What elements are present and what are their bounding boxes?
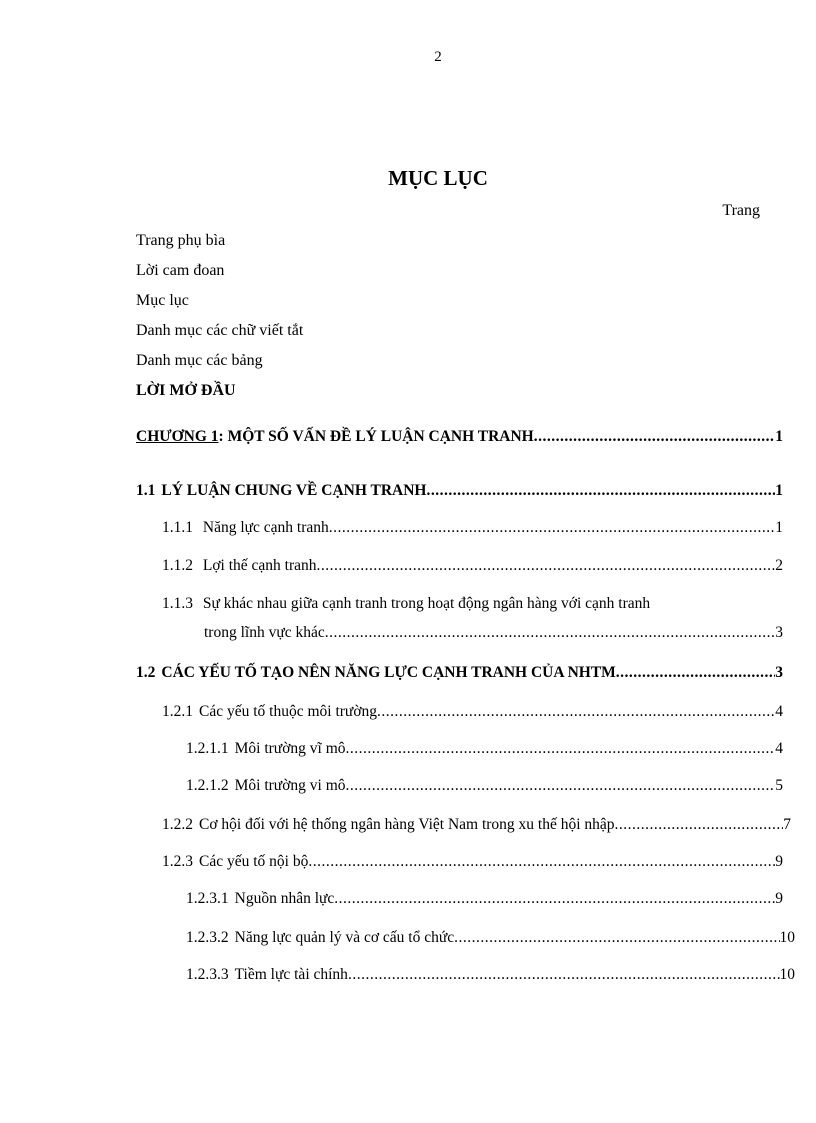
- toc-entry-1-1-3-line1[interactable]: [162, 595, 650, 613]
- toc-page-number: 1: [775, 428, 783, 445]
- toc-entry-1-2-3[interactable]: [162, 853, 783, 871]
- toc-entry-number: 1.2.3.3: [186, 966, 229, 983]
- toc-entry-title: Tiềm lực tài chính: [234, 966, 348, 983]
- front-matter-item: Mục lục: [136, 292, 189, 309]
- dot-leader: [329, 519, 775, 537]
- toc-page-number: 7: [783, 816, 791, 833]
- toc-entry-1-2-3-3[interactable]: [186, 966, 795, 984]
- dot-leader: [308, 853, 775, 871]
- toc-entry-title: Cơ hội đối với hệ thống ngân hàng Việt Nam trong xu thế hội nhập: [199, 816, 615, 833]
- toc-entry-number: 1.1.1: [162, 519, 193, 536]
- toc-entry-title: Môi trường vi mô: [234, 777, 346, 794]
- toc-page-number: 3: [775, 624, 783, 641]
- toc-entry-1-1[interactable]: [136, 482, 783, 500]
- dot-leader: [377, 703, 775, 721]
- toc-page-number: 4: [775, 740, 783, 757]
- toc-entry-number: 1.2.1.1: [186, 740, 229, 757]
- dot-leader: [616, 664, 775, 682]
- toc-entry-title: Nguồn nhân lực: [234, 890, 335, 907]
- page-column-header: Trang: [722, 202, 760, 219]
- front-matter-item: Trang phụ bìa: [136, 232, 226, 249]
- toc-entry-title: Lợi thế cạnh tranh: [199, 557, 317, 574]
- chapter-number: CHƯƠNG 1: [136, 428, 219, 445]
- front-matter-item: Danh mục các bảng: [136, 352, 263, 369]
- introduction-heading: LỜI MỞ ĐẦU: [136, 382, 236, 399]
- toc-entry-1-2-1-2[interactable]: [186, 777, 783, 795]
- toc-entry-title: Môi trường vĩ mô: [234, 740, 346, 757]
- dot-leader: [334, 890, 775, 908]
- toc-entry-number: 1.2.3.1: [186, 890, 229, 907]
- front-matter-item: Lời cam đoan: [136, 262, 225, 279]
- toc-page-number: 5: [775, 777, 783, 794]
- toc-entry-number: 1.1.3: [162, 595, 193, 612]
- toc-page-number: 9: [775, 890, 783, 907]
- front-matter-item: Danh mục các chữ viết tắt: [136, 322, 304, 339]
- toc-entry-number: 1.1.2: [162, 557, 193, 574]
- toc-entry-title: CÁC YẾU TỐ TẠO NÊN NĂNG LỰC CẠNH TRANH CỦA NHTM: [161, 664, 616, 681]
- toc-entry-title: Các yếu tố nội bộ: [199, 853, 309, 870]
- toc-entry-title: Năng lực cạnh tranh: [199, 519, 329, 536]
- toc-entry-title-continued: trong lĩnh vực khác: [204, 624, 325, 641]
- toc-chapter-1[interactable]: [136, 428, 783, 446]
- toc-entry-1-1-1[interactable]: [162, 519, 783, 537]
- toc-entry-1-1-2[interactable]: [162, 557, 783, 575]
- toc-page-number: 9: [775, 853, 783, 870]
- dot-leader: [454, 929, 779, 947]
- toc-entry-number: 1.1: [136, 482, 156, 499]
- toc-entry-title: LÝ LUẬN CHUNG VỀ CẠNH TRANH: [161, 482, 427, 499]
- dot-leader: [348, 966, 780, 984]
- toc-page-number: 3: [775, 664, 783, 681]
- dot-leader: [615, 816, 784, 834]
- toc-entry-1-2-1-1[interactable]: [186, 740, 783, 758]
- toc-entry-number: 1.2.1.2: [186, 777, 229, 794]
- toc-entry-number: 1.2.3.2: [186, 929, 229, 946]
- dot-leader: [534, 428, 776, 446]
- toc-page-number: 1: [775, 482, 783, 499]
- toc-entry-1-2-3-1[interactable]: [186, 890, 783, 908]
- toc-entry-title: Năng lực quản lý và cơ cấu tổ chức: [234, 929, 455, 946]
- toc-entry-number: 1.2: [136, 664, 156, 681]
- toc-entry-number: 1.2.1: [162, 703, 193, 720]
- toc-page-number: 2: [775, 557, 783, 574]
- toc-entry-1-1-3-line2[interactable]: [204, 624, 783, 642]
- toc-entry-number: 1.2.2: [162, 816, 193, 833]
- dot-leader: [346, 740, 776, 758]
- dot-leader: [317, 557, 776, 575]
- toc-entry-1-2-2[interactable]: [162, 816, 791, 834]
- toc-page-number: 10: [779, 966, 795, 983]
- page-number: 2: [434, 49, 442, 65]
- toc-entry-1-2-1[interactable]: [162, 703, 783, 721]
- toc-chapter-label: [136, 428, 534, 446]
- toc-page-number: 10: [779, 929, 795, 946]
- toc-page-number: 1: [775, 519, 783, 536]
- toc-page-number: 4: [775, 703, 783, 720]
- page-title: MỤC LỤC: [388, 166, 488, 190]
- dot-leader: [325, 624, 776, 642]
- dot-leader: [426, 482, 775, 500]
- chapter-title: : MỘT SỐ VẤN ĐỀ LÝ LUẬN CẠNH TRANH: [218, 428, 534, 445]
- toc-entry-number: 1.2.3: [162, 853, 193, 870]
- toc-entry-1-2-3-2[interactable]: [186, 929, 795, 947]
- toc-entry-title: Các yếu tố thuộc môi trường: [199, 703, 378, 720]
- toc-entry-1-2[interactable]: [136, 664, 783, 682]
- dot-leader: [346, 777, 776, 795]
- toc-entry-title: Sự khác nhau giữa cạnh tranh trong hoạt động ngân hàng với cạnh tranh: [199, 595, 651, 612]
